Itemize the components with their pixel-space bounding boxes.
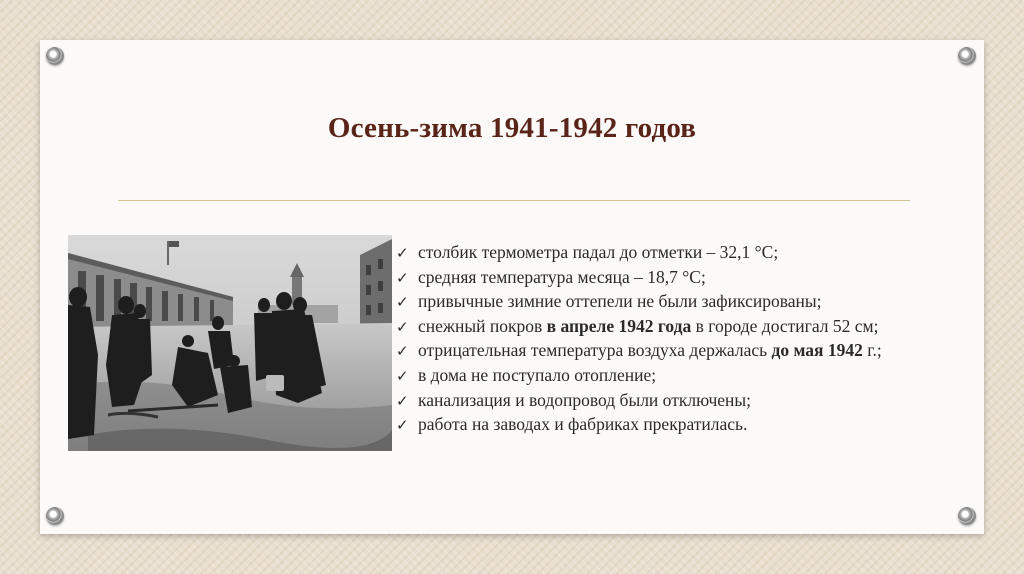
- bullet-text: столбик термометра падал до отметки – 32,1 °С;: [418, 242, 779, 262]
- rivet-icon: [46, 47, 64, 65]
- bullet-text: г.;: [862, 340, 882, 361]
- title-divider: [118, 200, 910, 201]
- bullet-text: средняя температура месяца – 18,7 °С;: [418, 266, 706, 287]
- list-item: [396, 241, 986, 266]
- checkmark-icon: ✓: [396, 342, 409, 361]
- checkmark-icon: ✓: [396, 268, 409, 287]
- checkmark-icon: ✓: [396, 293, 409, 312]
- slide: [40, 40, 984, 534]
- checkmark-icon: ✓: [396, 416, 409, 435]
- bullet-text: отрицательная температура воздуха держалась: [418, 340, 772, 361]
- rivet-icon: [46, 507, 64, 525]
- list-item: [396, 266, 986, 291]
- bullet-text: снежный покров: [418, 315, 547, 336]
- bullet-text: в дома не поступало отопление;: [418, 364, 657, 385]
- list-item: [396, 290, 986, 315]
- bullet-text: привычные зимние оттепели не были зафиксированы;: [418, 291, 822, 312]
- bullet-text: канализация и водопровод были отключены;: [418, 389, 752, 410]
- blockade-photo: [68, 235, 392, 451]
- list-item: [396, 364, 986, 389]
- rivet-icon: [958, 47, 976, 65]
- list-item: [396, 389, 986, 414]
- bullet-text: работа на заводах и фабриках прекратилась.: [418, 414, 748, 435]
- bullet-text: в городе достигал 52 см;: [691, 315, 879, 336]
- checkmark-icon: ✓: [396, 317, 409, 336]
- facts-list: [396, 241, 986, 438]
- list-item: [396, 315, 986, 340]
- bullet-text-bold: в апреле 1942 года: [546, 315, 692, 336]
- rivet-icon: [958, 507, 976, 525]
- checkmark-icon: ✓: [396, 366, 409, 385]
- slide-title: Осень-зима 1941-1942 годов: [327, 112, 697, 144]
- bullet-text-bold: до мая 1942: [771, 340, 863, 361]
- list-item: [396, 339, 986, 364]
- checkmark-icon: ✓: [396, 391, 409, 410]
- list-item: [396, 413, 986, 438]
- checkmark-icon: ✓: [396, 244, 409, 262]
